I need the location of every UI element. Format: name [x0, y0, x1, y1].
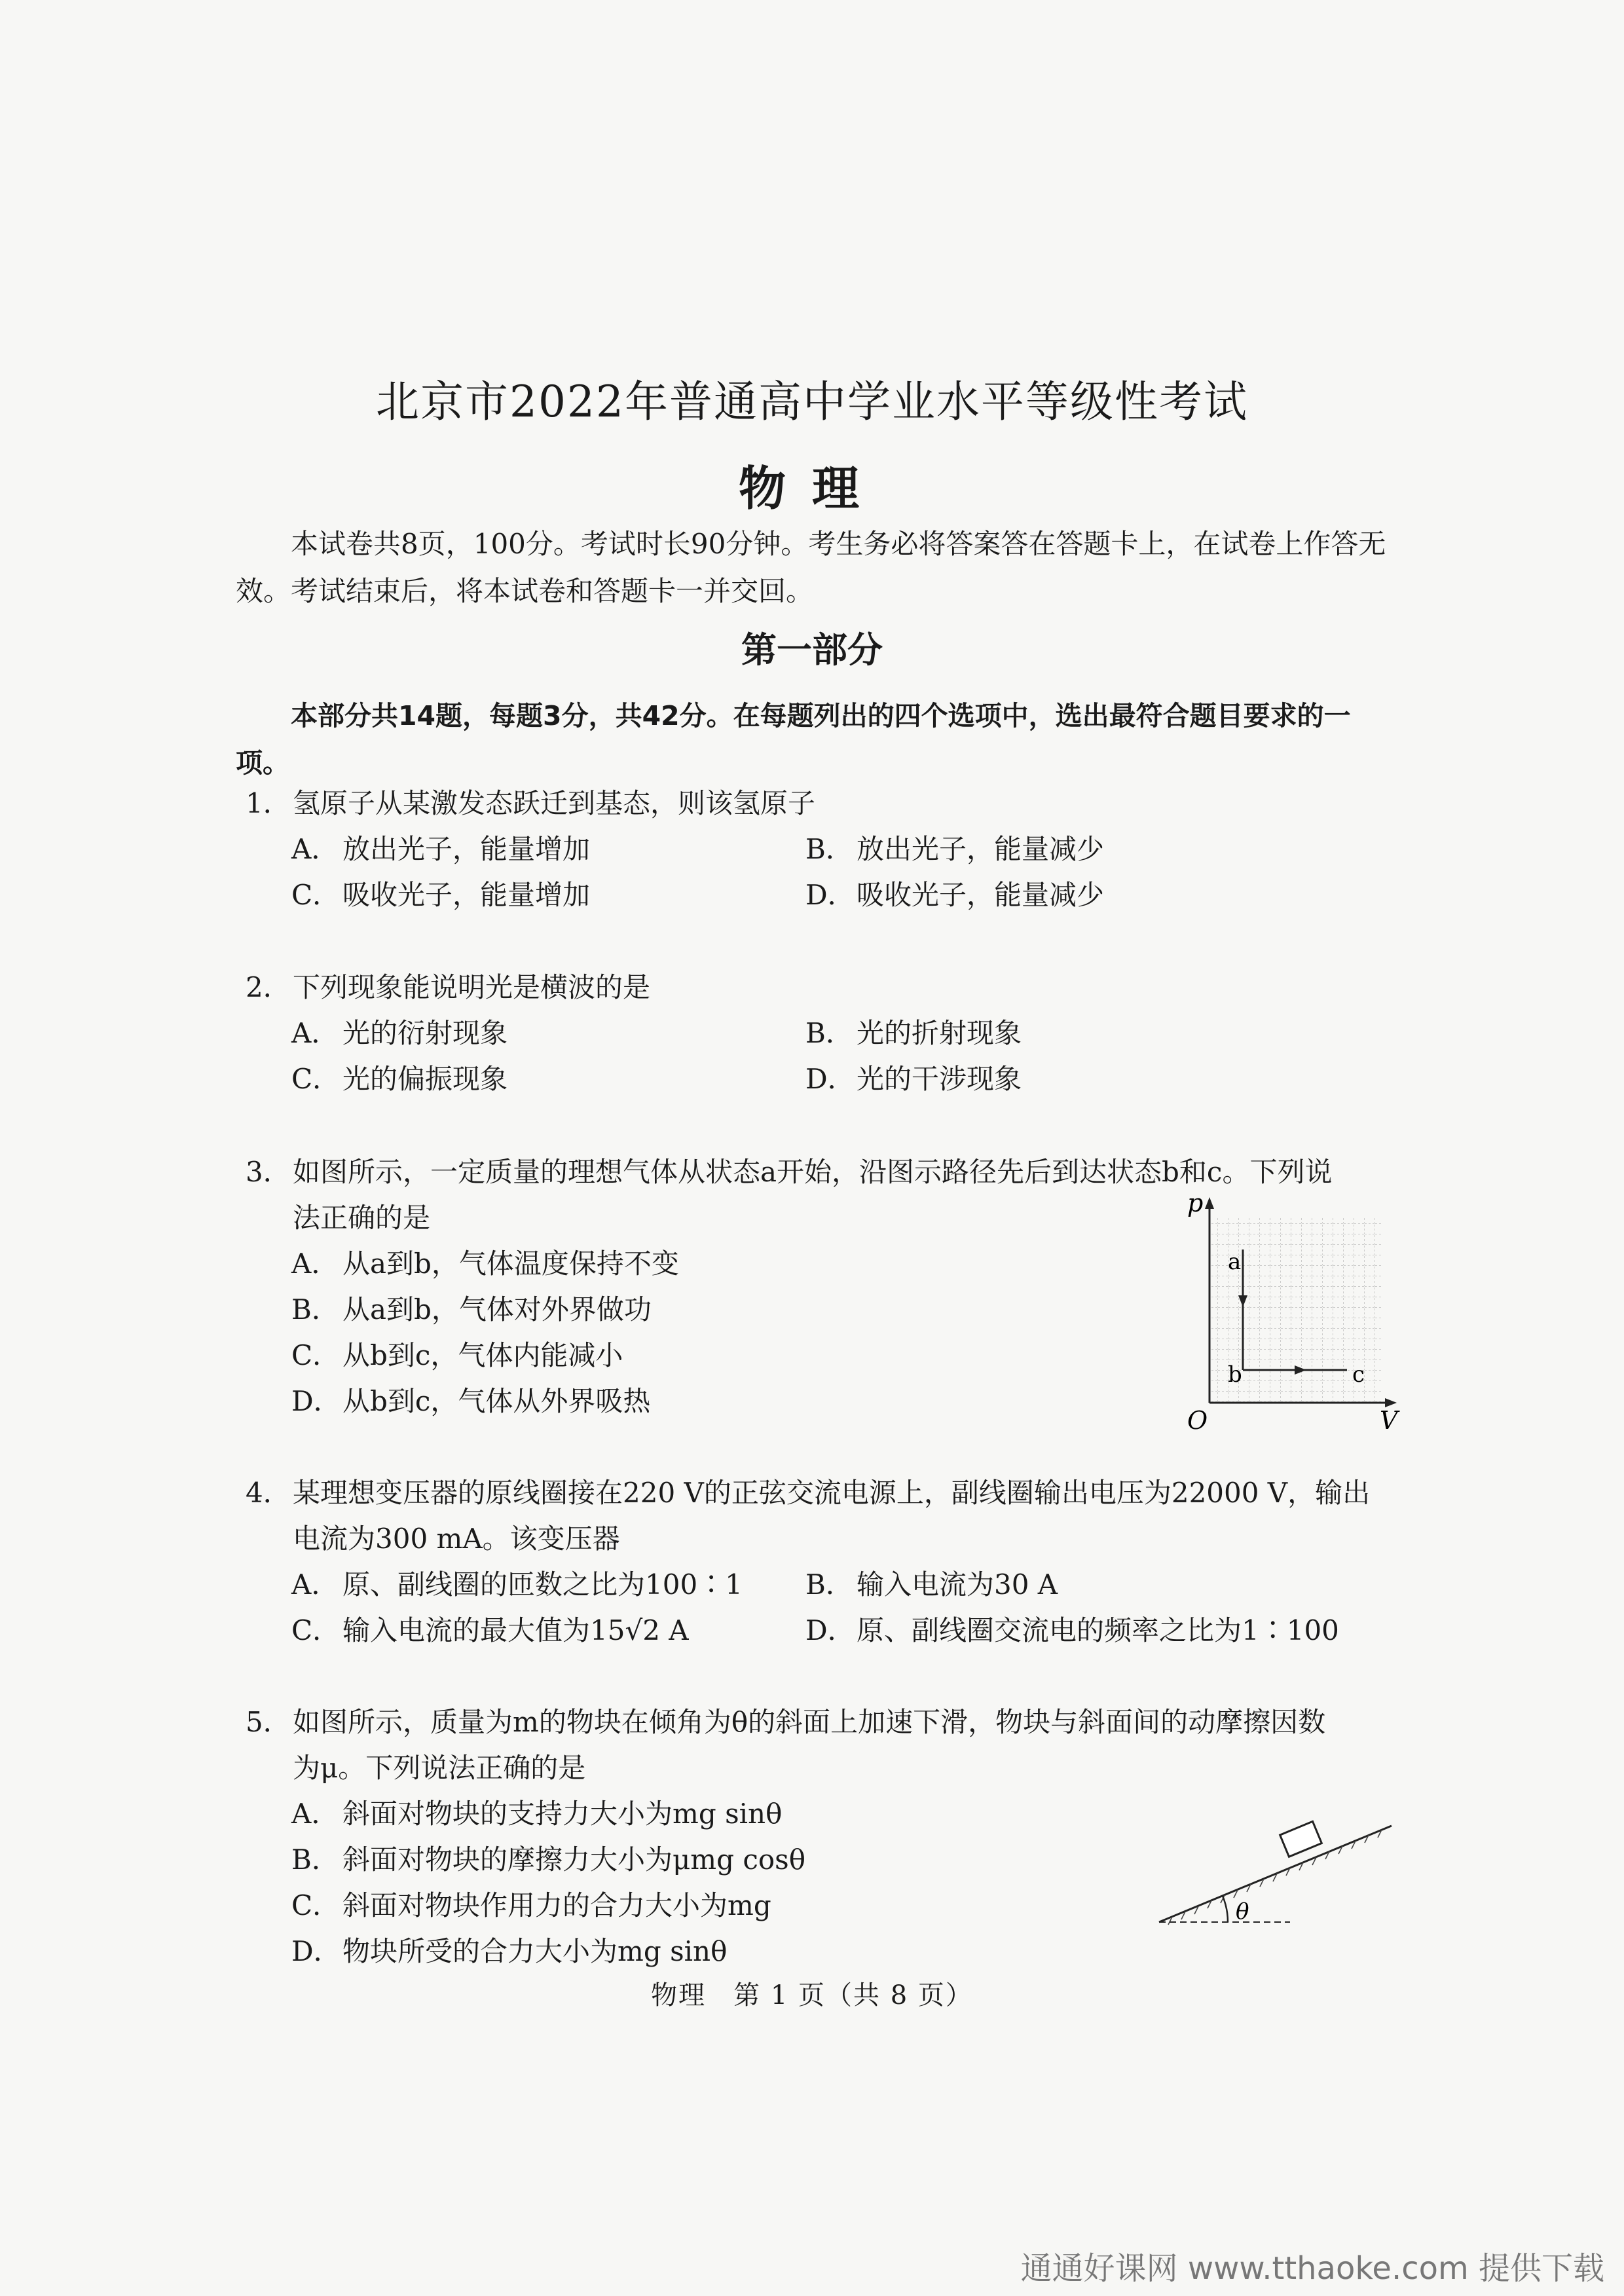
option-text: 物块所受的合力大小为mg sinθ — [342, 1935, 728, 1967]
question-text: 某理想变压器的原线圈接在220 V的正弦交流电源上，副线圈输出电压为22000 V，输出 — [293, 1477, 1371, 1509]
option-label: B． — [291, 1843, 339, 1876]
subject-title: 物理 — [738, 461, 885, 516]
option-text: 斜面对物块作用力的合力大小为mg — [342, 1889, 771, 1921]
option-label: B． — [805, 833, 853, 865]
option-text: 光的衍射现象 — [342, 1017, 508, 1049]
option-c — [291, 872, 590, 918]
option-label: B． — [805, 1568, 853, 1601]
question-text: 如图所示，质量为m的物块在倾角为θ的斜面上加速下滑，物块与斜面间的动摩擦因数 — [293, 1706, 1326, 1738]
option-text: 从a到b，气体温度保持不变 — [342, 1248, 679, 1280]
option-a — [291, 1010, 507, 1056]
option-label: A． — [291, 1017, 339, 1049]
section-title: 第一部分 — [741, 629, 883, 671]
incline-surface — [1159, 1826, 1392, 1922]
option-c — [291, 1333, 623, 1379]
question-stem-continued: 法正确的是 — [293, 1202, 431, 1234]
option-label: C． — [291, 1063, 341, 1095]
option-label: B． — [805, 1017, 853, 1049]
option-c — [291, 1056, 507, 1102]
option-label: D． — [805, 1614, 855, 1646]
option-a — [291, 1791, 782, 1837]
question-number: 3． — [246, 1156, 291, 1188]
inclined-plane-diagram — [1153, 1807, 1414, 1932]
option-text: 原、副线圈的匝数之比为100∶1 — [342, 1568, 743, 1601]
option-text: 光的折射现象 — [857, 1017, 1022, 1049]
option-label: A． — [291, 1248, 339, 1280]
option-label: D． — [805, 879, 855, 911]
option-text: 从a到b，气体对外界做功 — [342, 1293, 652, 1325]
option-text: 光的偏振现象 — [342, 1063, 508, 1095]
option-text: 吸收光子，能量减少 — [857, 879, 1105, 911]
option-a — [291, 826, 590, 872]
option-text: 原、副线圈交流电的频率之比为1∶100 — [857, 1614, 1339, 1646]
option-text: 光的干涉现象 — [857, 1063, 1022, 1095]
v-axis-label: V — [1380, 1406, 1398, 1434]
option-label: A． — [291, 833, 339, 865]
question-4 — [246, 1470, 1411, 1562]
option-text: 放出光子，能量增加 — [342, 833, 591, 865]
question-text: 下列现象能说明光是横波的是 — [293, 971, 651, 1003]
option-label: C． — [291, 1889, 341, 1921]
option-d — [805, 1056, 1022, 1102]
question-text: 氢原子从某激发态跃迁到基态，则该氢原子 — [293, 787, 816, 819]
option-text: 放出光子，能量减少 — [857, 833, 1105, 865]
question-number: 1． — [246, 787, 291, 819]
angle-label: θ — [1236, 1898, 1249, 1925]
option-label: A． — [291, 1798, 339, 1830]
option-text: 斜面对物块的摩擦力大小为μmg cosθ — [342, 1843, 806, 1876]
angle-arc — [1223, 1896, 1228, 1922]
option-b — [291, 1287, 652, 1333]
p-axis-arrow — [1205, 1197, 1214, 1209]
exam-title: 北京市2022年普通高中学业水平等级性考试 — [376, 377, 1248, 427]
point-c-label: c — [1352, 1361, 1365, 1388]
option-text: 输入电流的最大值为15√2 A — [342, 1614, 689, 1646]
question-stem — [246, 781, 1411, 826]
p-axis-label: p — [1187, 1192, 1204, 1217]
option-c — [291, 1608, 689, 1654]
option-text: 从b到c，气体内能减小 — [342, 1339, 623, 1371]
option-a — [291, 1241, 679, 1287]
question-stem-continued: 电流为300 mA。该变压器 — [293, 1523, 620, 1555]
question-2 — [246, 965, 1411, 1010]
option-d — [291, 1929, 727, 1974]
question-stem-continued: 为μ。下列说法正确的是 — [293, 1752, 586, 1784]
exam-instructions: 本试卷共8页，100分。考试时长90分钟。考生务必将答案答在答题卡上，在试卷上作答无效。考试结束后，将本试卷和答题卡一并交回。 — [236, 528, 1386, 607]
pv-diagram — [1175, 1192, 1405, 1434]
point-b-label: b — [1228, 1361, 1242, 1388]
option-c — [291, 1883, 771, 1929]
option-b — [805, 826, 1104, 872]
option-label: D． — [291, 1385, 341, 1417]
question-text: 如图所示，一定质量的理想气体从状态a开始，沿图示路径先后到达状态b和c。下列说 — [293, 1156, 1333, 1188]
question-stem — [246, 1149, 1411, 1195]
option-text: 输入电流为30 A — [857, 1568, 1058, 1601]
option-label: D． — [805, 1063, 855, 1095]
watermark-text: 通通好课网 www.tthaoke.com 提供下载 — [1020, 2250, 1604, 2287]
question-stem — [246, 965, 1411, 1010]
section-description: 本部分共14题，每题3分，共42分。在每题列出的四个选项中，选出最符合题目要求的一项。 — [236, 700, 1351, 779]
option-label: B． — [291, 1293, 339, 1325]
option-d — [805, 1608, 1339, 1654]
option-b — [805, 1010, 1022, 1056]
option-label: C． — [291, 879, 341, 911]
question-5 — [246, 1699, 1411, 1791]
option-text: 吸收光子，能量增加 — [342, 879, 591, 911]
option-label: D． — [291, 1935, 341, 1967]
option-b — [805, 1562, 1058, 1608]
question-stem — [246, 1470, 1411, 1516]
option-d — [291, 1379, 650, 1424]
question-1 — [246, 781, 1411, 826]
question-number: 4． — [246, 1477, 291, 1509]
option-a — [291, 1562, 743, 1608]
question-number: 5． — [246, 1706, 291, 1738]
option-b — [291, 1837, 805, 1883]
block — [1280, 1821, 1322, 1857]
option-text: 斜面对物块的支持力大小为mg sinθ — [342, 1798, 783, 1830]
question-number: 2． — [246, 971, 291, 1003]
option-label: C． — [291, 1339, 341, 1371]
option-d — [805, 872, 1104, 918]
option-label: C． — [291, 1614, 341, 1646]
origin-label: O — [1187, 1406, 1208, 1434]
point-a-label: a — [1228, 1249, 1242, 1275]
option-text: 从b到c，气体从外界吸热 — [342, 1385, 651, 1417]
option-label: A． — [291, 1568, 339, 1601]
question-stem — [246, 1699, 1411, 1745]
page-footer: 物理 第 1 页（共 8 页） — [651, 1980, 973, 2010]
